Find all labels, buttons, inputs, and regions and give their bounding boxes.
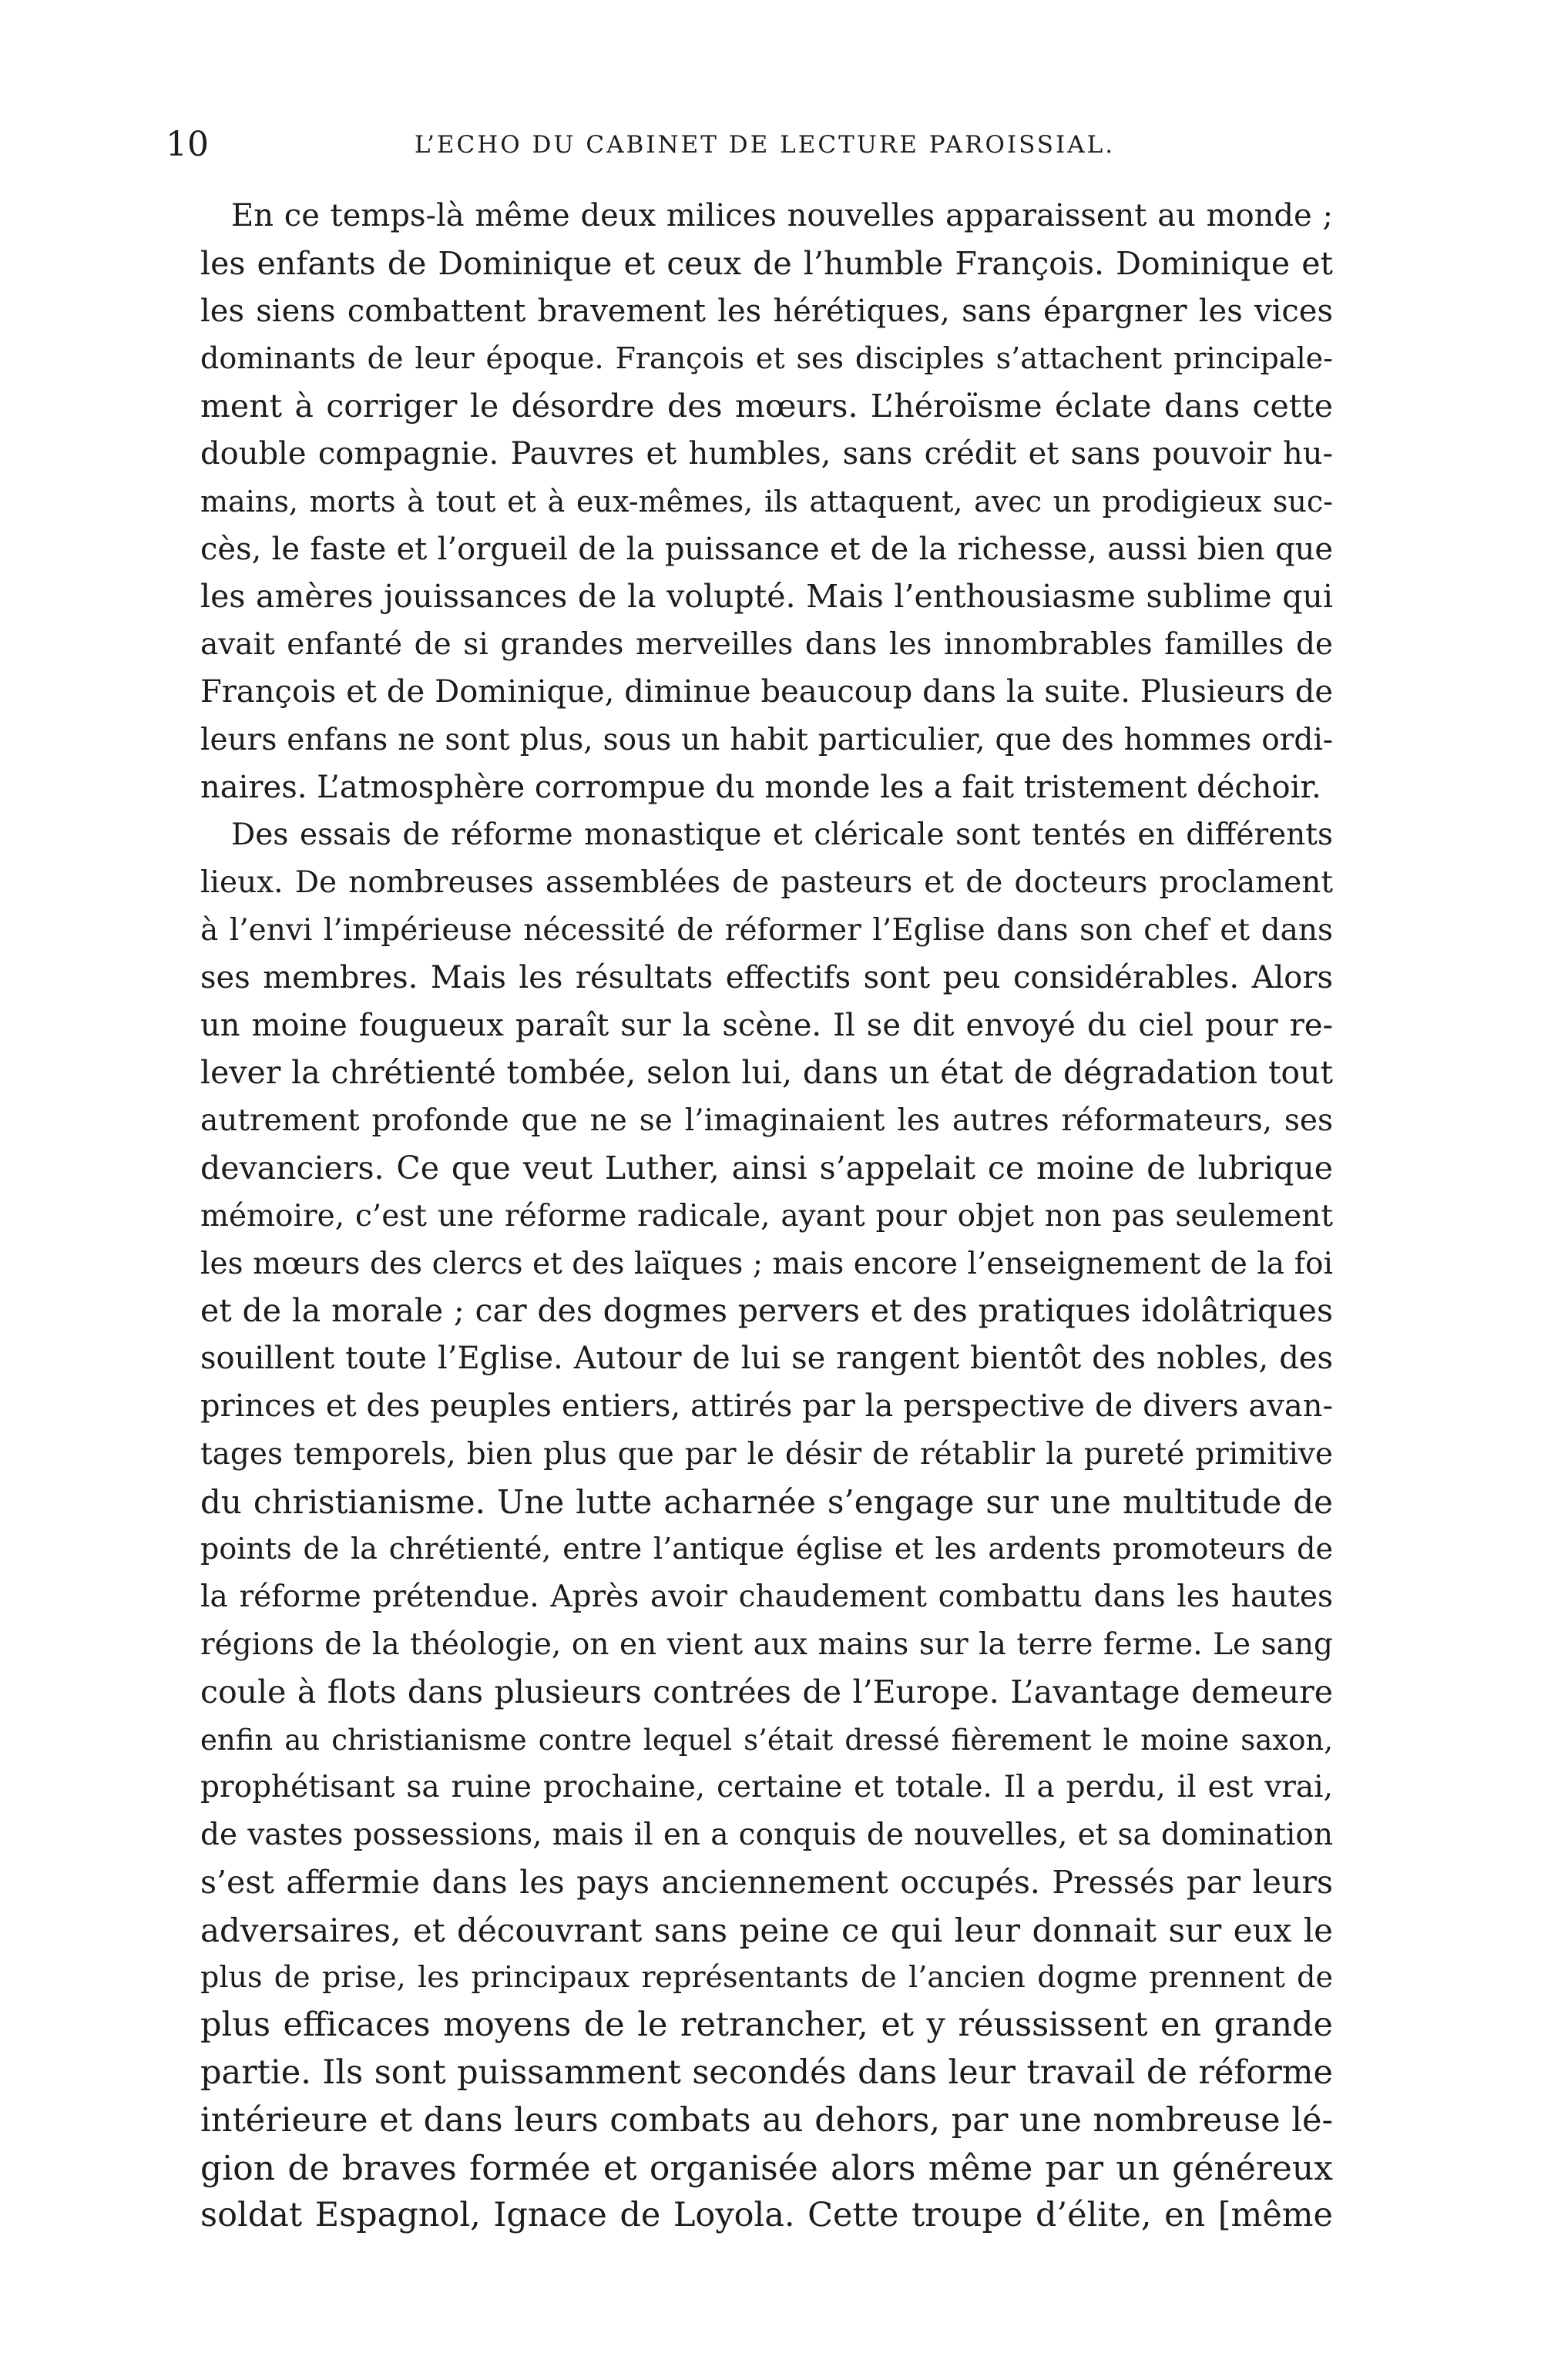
- text-line: à l’envi l’impérieuse nécessité de réformer l’Eglise dans son chef et dans: [200, 912, 1333, 948]
- text-line: s’est affermie dans les pays anciennement occupés. Pressés par leurs: [200, 1863, 1333, 1901]
- text-line: lieux. De nombreuses assemblées de pasteurs et de docteurs proclament: [200, 865, 1333, 901]
- text-line: devanciers. Ce que veut Luther, ainsi s’appelait ce moine de lubrique: [200, 1149, 1333, 1187]
- text-line: prophétisant sa ruine prochaine, certaine et totale. Il a perdu, il est vrai,: [200, 1770, 1333, 1805]
- text-line: les enfants de Dominique et ceux de l’humble François. Dominique et: [200, 244, 1333, 282]
- text-line: enfin au christianisme contre lequel s’était dressé fièrement le moine saxon,: [200, 1723, 1333, 1757]
- text-line: leurs enfans ne sont plus, sous un habit particulier, que des hommes ordi-: [200, 722, 1333, 757]
- text-line: lever la chrétienté tombée, selon lui, dans un état de dégradation tout: [200, 1054, 1333, 1092]
- text-line: mains, morts à tout et à eux-mêmes, ils attaquent, avec un prodigieux suc-: [200, 484, 1333, 519]
- text-line: François et de Dominique, diminue beaucoup dans la suite. Plusieurs de: [200, 673, 1333, 710]
- text-line: naires. L’atmosphère corrompue du monde les a fait tristement déchoir.: [200, 769, 1321, 805]
- text-line: plus de prise, les principaux représentants de l’ancien dogme prennent de: [200, 1960, 1333, 1995]
- text-line: princes et des peuples entiers, attirés par la perspective de divers avan-: [200, 1388, 1333, 1424]
- text-line: points de la chrétienté, entre l’antique église et les ardents promoteurs de: [200, 1532, 1333, 1566]
- text-line: partie. Ils sont puissamment secondés dans leur travail de réforme: [200, 2053, 1333, 2093]
- text-line: dominants de leur époque. François et ses disciples s’attachent principale-: [200, 341, 1333, 376]
- text-line: coule à flots dans plusieurs contrées de l’Europe. L’avantage demeure: [200, 1673, 1333, 1710]
- text-line: Des essais de réforme monastique et cléricale sont tentés en différents: [231, 817, 1333, 853]
- text-line: adversaires, et découvrant sans peine ce qui leur donnait sur eux le: [200, 1911, 1333, 1949]
- text-line: plus efficaces moyens de le retrancher, et y réussissent en grande: [200, 2006, 1333, 2045]
- text-line: souillent toute l’Eglise. Autour de lui se rangent bientôt des nobles, des: [200, 1341, 1333, 1377]
- text-line: du christianisme. Une lutte acharnée s’engage sur une multitude de: [200, 1482, 1333, 1521]
- page-number: 10: [166, 125, 209, 164]
- text-line: avait enfanté de si grandes merveilles dans les innombrables familles de: [200, 627, 1333, 663]
- text-line: la réforme prétendue. Après avoir chaudement combattu dans les hautes: [200, 1579, 1333, 1615]
- text-line: En ce temps-là même deux milices nouvelles apparaissent au monde ;: [231, 198, 1333, 233]
- text-line: intérieure et dans leurs combats au dehors, par une nombreuse lé-: [200, 2100, 1333, 2140]
- text-line: gion de braves formée et organisée alors même par un généreux: [200, 2148, 1333, 2188]
- text-line: les mœurs des clercs et des laïques ; mais encore l’enseignement de la foi: [200, 1246, 1333, 1281]
- running-title: L’ECHO DU CABINET DE LECTURE PAROISSIAL.: [414, 131, 1116, 159]
- body-text: [200, 193, 1333, 2240]
- text-line: soldat Espagnol, Ignace de Loyola. Cette troupe d’élite, en [même: [200, 2196, 1333, 2235]
- text-line: double compagnie. Pauvres et humbles, sans crédit et sans pouvoir hu-: [200, 435, 1333, 472]
- text-line: les amères jouissances de la volupté. Mais l’enthousiasme sublime qui: [200, 578, 1333, 616]
- running-header: [166, 122, 1364, 168]
- text-line: ment à corriger le désordre des mœurs. L’héroïsme éclate dans cette: [200, 388, 1333, 425]
- text-line: un moine fougueux paraît sur la scène. Il se dit envoyé du ciel pour re-: [200, 1007, 1333, 1043]
- text-line: cès, le faste et l’orgueil de la puissance et de la richesse, aussi bien que: [200, 531, 1333, 567]
- text-line: ses membres. Mais les résultats effectifs sont peu considérables. Alors: [200, 959, 1333, 995]
- text-line: autrement profonde que ne se l’imaginaient les autres réformateurs, ses: [200, 1103, 1333, 1139]
- text-line: de vastes possessions, mais il en a conquis de nouvelles, et sa domination: [200, 1818, 1333, 1853]
- text-line: tages temporels, bien plus que par le désir de rétablir la pureté primitive: [200, 1436, 1333, 1472]
- text-line: régions de la théologie, on en vient aux mains sur la terre ferme. Le sang: [200, 1626, 1333, 1662]
- text-line: les siens combattent bravement les hérétiques, sans épargner les vices: [200, 293, 1333, 329]
- text-line: mémoire, c’est une réforme radicale, ayant pour objet non pas seulement: [200, 1198, 1333, 1234]
- text-line: et de la morale ; car des dogmes pervers et des pratiques idolâtriques: [200, 1292, 1333, 1330]
